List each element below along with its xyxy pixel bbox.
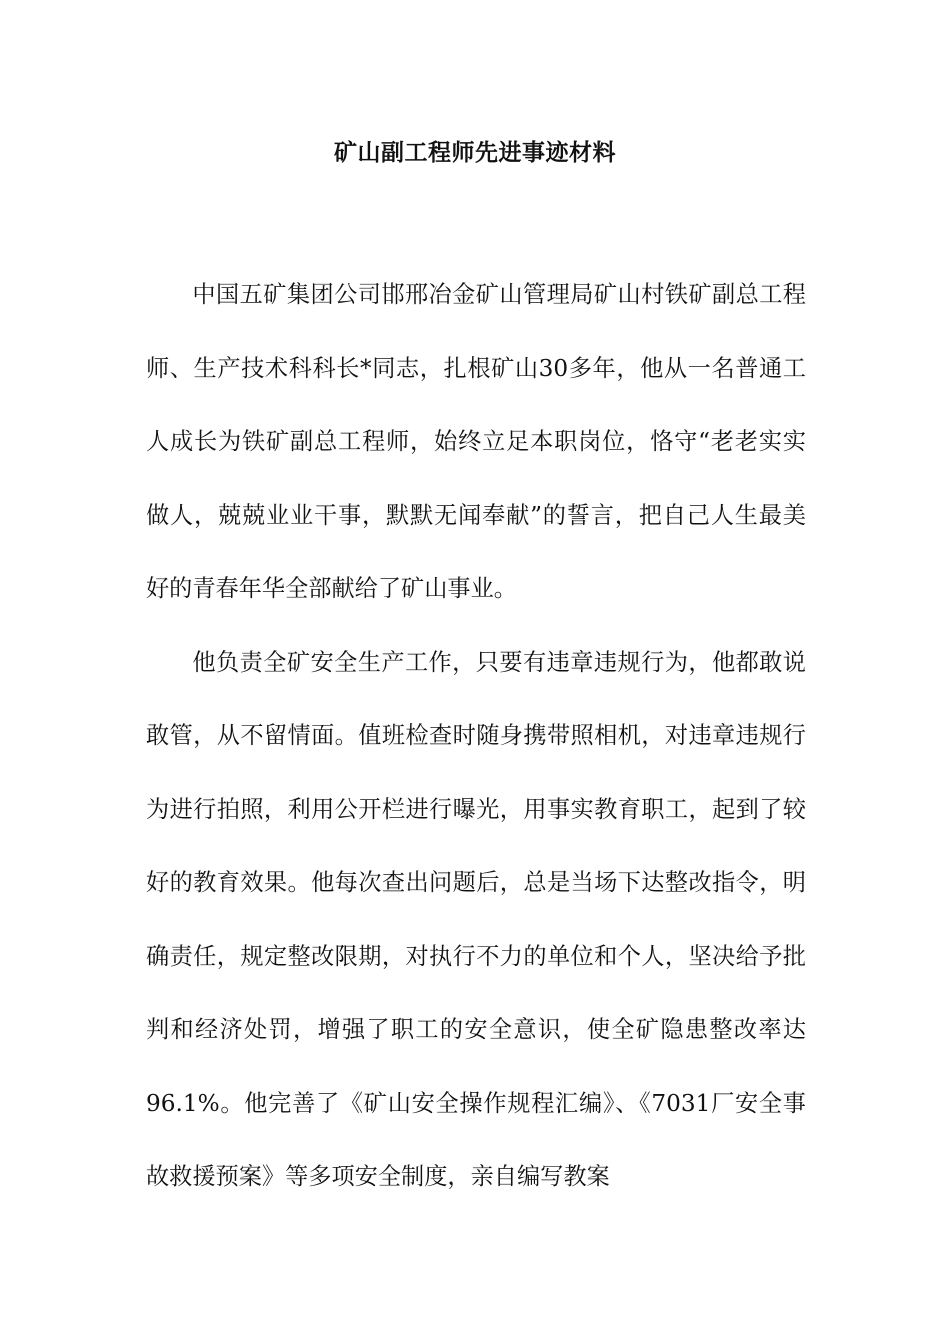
document-title: 矿山副工程师先进事迹材料 [334, 139, 616, 166]
document-body [146, 258, 806, 1214]
paragraph-1: 中国五矿集团公司邯邢冶金矿山管理局矿山村铁矿副总工程师、生产技术科科长*同志，扎根矿山30多年，他从一名普通工人成长为铁矿副总工程师，始终立足本职岗位，恪守“老老实实做人，兢兢业业干事，默默无闻奉献”的誓言，把自己人生最美好的青春年华全部献给了矿山事业。 [146, 281, 806, 602]
paragraph-2: 他负责全矿安全生产工作，只要有违章违规行为，他都敢说敢管，从不留情面。值班检查时随身携带照相机，对违章违规行为进行拍照，利用公开栏进行曝光，用事实教育职工，起到了较好的教育效果。他每次查出问题后，总是当场下达整改指令，明确责任，规定整改限期，对执行不力的单位和个人，坚决给予批判和经济处罚，增强了职工的安全意识，使全矿隐患整改率达96.1%。他完善了《矿山安全操作规程汇编》、《7031厂安全事故救援预案》等多项安全制度，亲自编写教案 [146, 648, 806, 1190]
